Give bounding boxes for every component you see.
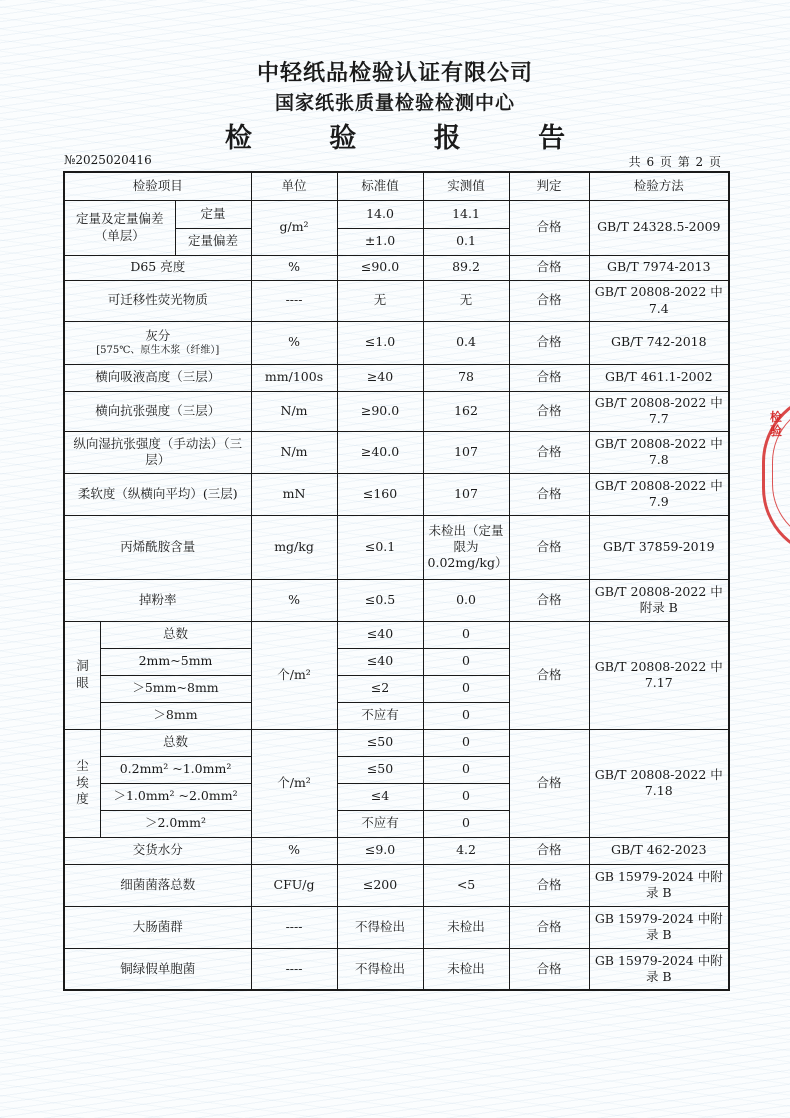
- item-name: 细菌菌落总数: [64, 864, 251, 906]
- method: GB/T 742-2018: [589, 321, 729, 364]
- measured-value: 0.1: [423, 228, 509, 255]
- item-name: 柔软度（纵横向平均）(三层): [64, 473, 251, 515]
- judgement: 合格: [509, 200, 589, 255]
- item-name: 纵向湿抗张强度（手动法）（三层）: [64, 431, 251, 473]
- item-cell: [64, 321, 251, 364]
- standard-value: ≤4: [337, 783, 423, 810]
- group-label-holes: [64, 621, 100, 729]
- col-header-measured: 实测值: [423, 172, 509, 200]
- judgement: 合格: [509, 837, 589, 864]
- table-row: [64, 837, 729, 864]
- sub-item: 定量偏差: [175, 228, 251, 255]
- method: GB/T 462-2023: [589, 837, 729, 864]
- method: GB/T 20808-2022 中 7.8: [589, 431, 729, 473]
- table-row: [64, 255, 729, 280]
- standard-value: ≤40: [337, 621, 423, 648]
- table-row: [64, 906, 729, 948]
- item-name: 丙烯酰胺含量: [64, 515, 251, 579]
- standard-value: 不应有: [337, 810, 423, 837]
- unit: N/m: [251, 431, 337, 473]
- unit: mN: [251, 473, 337, 515]
- method: GB/T 20808-2022 中 7.18: [589, 729, 729, 837]
- item-name: 大肠菌群: [64, 906, 251, 948]
- standard-value: ≤50: [337, 756, 423, 783]
- standard-value: ≥40.0: [337, 431, 423, 473]
- judgement: 合格: [509, 864, 589, 906]
- measured-value: 0: [423, 648, 509, 675]
- unit: %: [251, 255, 337, 280]
- method: GB 15979-2024 中附录 B: [589, 864, 729, 906]
- standard-value: ≤90.0: [337, 255, 423, 280]
- standard-value: 不得检出: [337, 906, 423, 948]
- sub-item: ＞2.0mm²: [100, 810, 251, 837]
- method: GB/T 37859-2019: [589, 515, 729, 579]
- method: GB/T 461.1-2002: [589, 364, 729, 391]
- standard-value: ≥40: [337, 364, 423, 391]
- sub-item: ＞5mm~8mm: [100, 675, 251, 702]
- measured-value: 0: [423, 810, 509, 837]
- official-seal-text: 检验: [770, 410, 783, 439]
- item-name: 铜绿假单胞菌: [64, 948, 251, 990]
- judgement: 合格: [509, 321, 589, 364]
- standard-value: ≤2: [337, 675, 423, 702]
- table-row: [64, 515, 729, 579]
- judgement: 合格: [509, 906, 589, 948]
- unit: CFU/g: [251, 864, 337, 906]
- judgement: 合格: [509, 948, 589, 990]
- report-title: 检 验 报 告: [224, 123, 600, 154]
- table-row: [64, 431, 729, 473]
- measured-value: 0: [423, 729, 509, 756]
- unit: mm/100s: [251, 364, 337, 391]
- unit: ----: [251, 906, 337, 948]
- measured-value: 4.2: [423, 837, 509, 864]
- item-name: 灰分: [145, 327, 171, 343]
- standard-value: 14.0: [337, 200, 423, 228]
- unit: 个/m²: [251, 729, 337, 837]
- report-number: №2025020416: [64, 153, 152, 167]
- standard-value: ≤160: [337, 473, 423, 515]
- method: GB 15979-2024 中附录 B: [589, 948, 729, 990]
- measured-value: 未检出（定量限为0.02mg/kg）: [423, 515, 509, 579]
- center-name: 国家纸张质量检验检测中心: [274, 92, 515, 114]
- item-name: 横向吸液高度（三层）: [64, 364, 251, 391]
- table-row: [64, 473, 729, 515]
- measured-value: <5: [423, 864, 509, 906]
- measured-value: 未检出: [423, 906, 509, 948]
- item-name: 定量及定量偏差（单层）: [64, 200, 175, 255]
- sub-item: 2mm~5mm: [100, 648, 251, 675]
- standard-value: 不应有: [337, 702, 423, 729]
- standard-value: ≤9.0: [337, 837, 423, 864]
- method: GB/T 20808-2022 中 7.9: [589, 473, 729, 515]
- standard-value: ≤0.1: [337, 515, 423, 579]
- standard-value: 无: [337, 280, 423, 321]
- item-name: D65 亮度: [64, 255, 251, 280]
- measured-value: 无: [423, 280, 509, 321]
- measured-value: 0: [423, 756, 509, 783]
- method: GB/T 20808-2022 中 7.4: [589, 280, 729, 321]
- standard-value: ≤0.5: [337, 579, 423, 621]
- table-row: [64, 579, 729, 621]
- measured-value: 未检出: [423, 948, 509, 990]
- measured-value: 78: [423, 364, 509, 391]
- col-header-item: 检验项目: [64, 172, 251, 200]
- measured-value: 162: [423, 391, 509, 431]
- judgement: 合格: [509, 391, 589, 431]
- standard-value: ≤1.0: [337, 321, 423, 364]
- company-name: 中轻纸品检验认证有限公司: [256, 60, 533, 86]
- group-label: 洞眼: [76, 658, 89, 690]
- sub-item: 总数: [100, 621, 251, 648]
- standard-value: ≤40: [337, 648, 423, 675]
- table-row: [64, 864, 729, 906]
- judgement: 合格: [509, 515, 589, 579]
- method: GB 15979-2024 中附录 B: [589, 906, 729, 948]
- header-row: [64, 172, 729, 200]
- measured-value: 0.4: [423, 321, 509, 364]
- unit: g/m²: [251, 200, 337, 255]
- unit: mg/kg: [251, 515, 337, 579]
- sub-item: 0.2mm² ~1.0mm²: [100, 756, 251, 783]
- measured-value: 0: [423, 702, 509, 729]
- table-row: [64, 364, 729, 391]
- col-header-method: 检验方法: [589, 172, 729, 200]
- page-info: 共 6 页 第 2 页: [628, 155, 722, 169]
- measured-value: 89.2: [423, 255, 509, 280]
- standard-value: ≤50: [337, 729, 423, 756]
- unit: 个/m²: [251, 621, 337, 729]
- judgement: 合格: [509, 364, 589, 391]
- measured-value: 0: [423, 621, 509, 648]
- judgement: 合格: [509, 729, 589, 837]
- measured-value: 107: [423, 473, 509, 515]
- table-row: [64, 621, 729, 648]
- method: GB/T 20808-2022 中 7.7: [589, 391, 729, 431]
- inspection-table: [63, 171, 730, 991]
- col-header-standard: 标准值: [337, 172, 423, 200]
- method: GB/T 7974-2013: [589, 255, 729, 280]
- group-label-dirt: [64, 729, 100, 837]
- unit: ----: [251, 948, 337, 990]
- table-row: [64, 280, 729, 321]
- item-note: [575℃、原生木浆（纤维）]: [96, 345, 220, 357]
- standard-value: ≤200: [337, 864, 423, 906]
- standard-value: 不得检出: [337, 948, 423, 990]
- table-row: [64, 729, 729, 756]
- measured-value: 0.0: [423, 579, 509, 621]
- method: GB/T 20808-2022 中 7.17: [589, 621, 729, 729]
- unit: %: [251, 579, 337, 621]
- item-name: 横向抗张强度（三层）: [64, 391, 251, 431]
- sub-item: 总数: [100, 729, 251, 756]
- judgement: 合格: [509, 621, 589, 729]
- judgement: 合格: [509, 280, 589, 321]
- unit: %: [251, 321, 337, 364]
- judgement: 合格: [509, 579, 589, 621]
- item-name: 掉粉率: [64, 579, 251, 621]
- measured-value: 107: [423, 431, 509, 473]
- measured-value: 0: [423, 783, 509, 810]
- measured-value: 14.1: [423, 200, 509, 228]
- sub-item: ＞8mm: [100, 702, 251, 729]
- table-row: [64, 948, 729, 990]
- group-label: 尘埃度: [76, 757, 89, 807]
- item-name: 交货水分: [64, 837, 251, 864]
- unit: N/m: [251, 391, 337, 431]
- judgement: 合格: [509, 431, 589, 473]
- sub-item: 定量: [175, 200, 251, 228]
- table-row: [64, 391, 729, 431]
- method: GB/T 24328.5-2009: [589, 200, 729, 255]
- col-header-unit: 单位: [251, 172, 337, 200]
- sub-item: ＞1.0mm² ~2.0mm²: [100, 783, 251, 810]
- col-header-judgement: 判定: [509, 172, 589, 200]
- judgement: 合格: [509, 255, 589, 280]
- unit: %: [251, 837, 337, 864]
- standard-value: ±1.0: [337, 228, 423, 255]
- table-row: [64, 200, 729, 228]
- method: GB/T 20808-2022 中 附录 B: [589, 579, 729, 621]
- table-row: [64, 321, 729, 364]
- unit: ----: [251, 280, 337, 321]
- item-name: 可迁移性荧光物质: [64, 280, 251, 321]
- measured-value: 0: [423, 675, 509, 702]
- standard-value: ≥90.0: [337, 391, 423, 431]
- judgement: 合格: [509, 473, 589, 515]
